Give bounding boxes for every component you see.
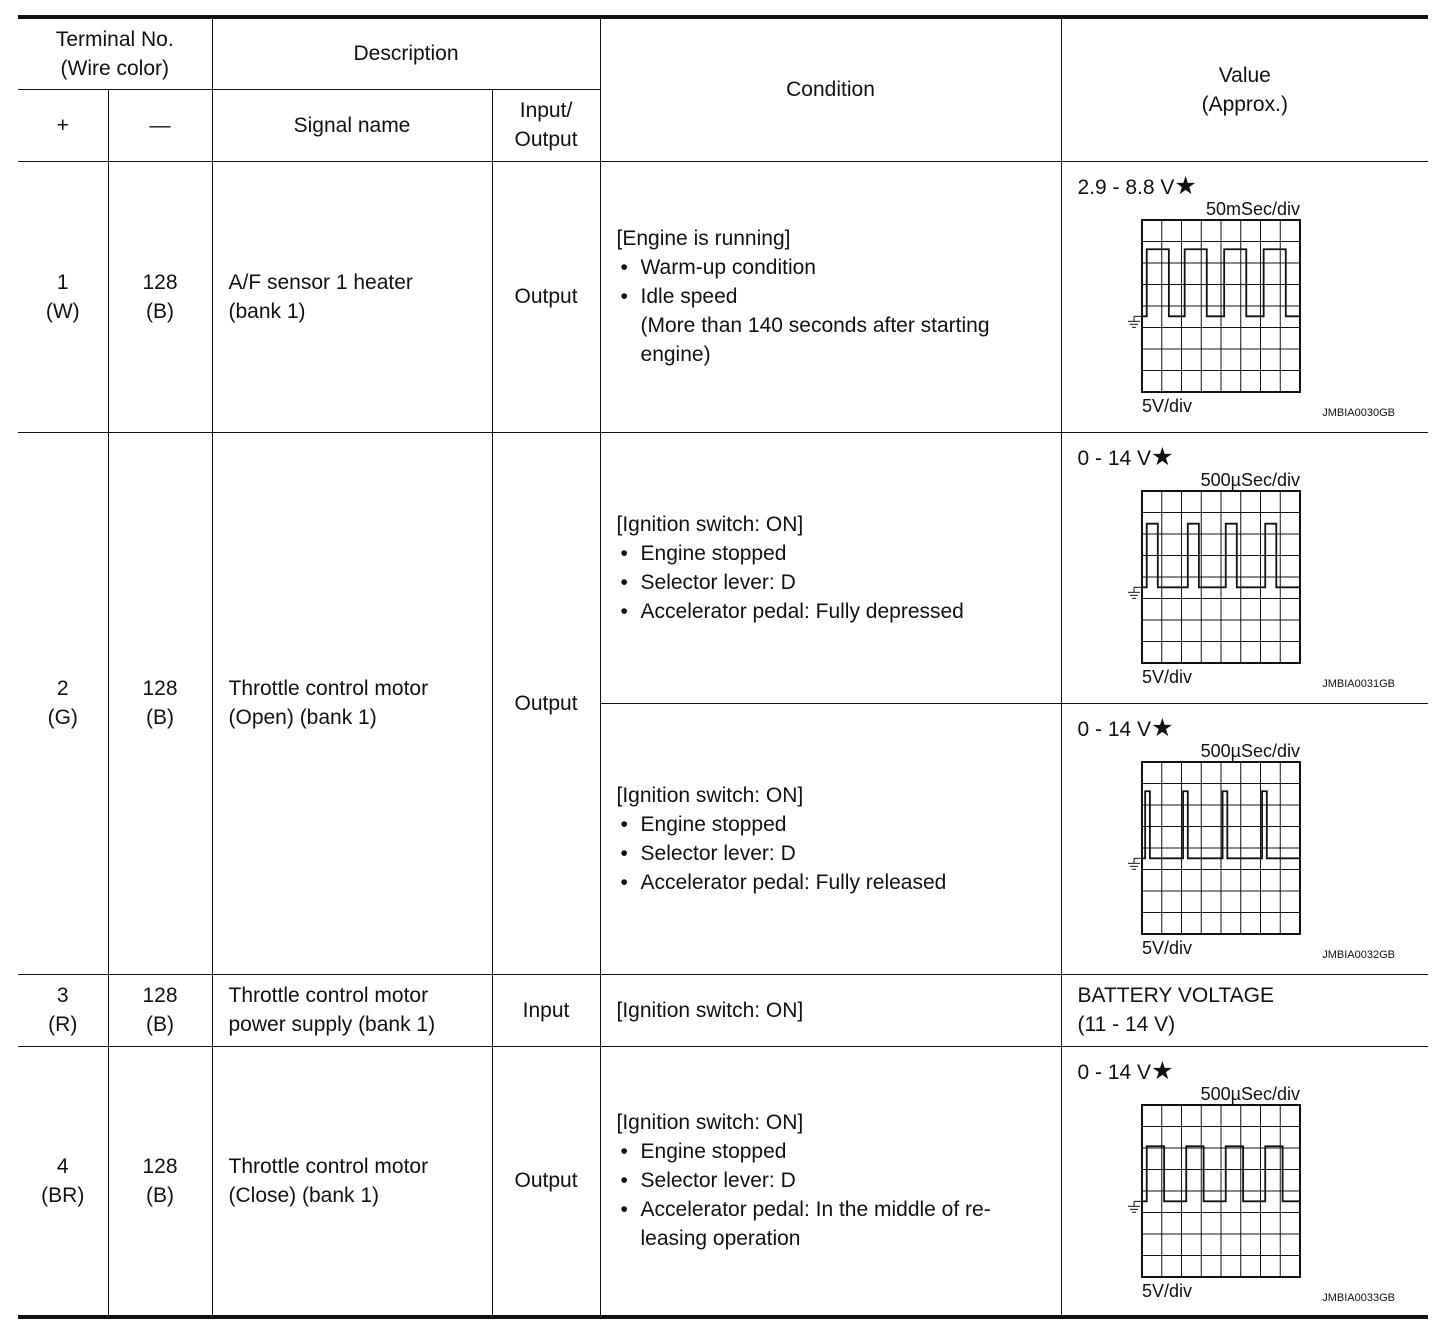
table-row: [18, 161, 1428, 432]
terminal-minus: 128 (B): [108, 974, 212, 1046]
header-value: Value (Approx.): [1061, 17, 1428, 161]
star-icon: ★: [1174, 171, 1197, 200]
header-input-output: Input/ Output: [492, 89, 600, 161]
condition-bullet: • Accelerator pedal: In the middle of re-: [617, 1195, 1061, 1224]
time-division-label: 50mSec/div: [1205, 199, 1300, 219]
table-row: [18, 974, 1428, 1046]
condition-bullet: • Selector lever: D: [617, 1166, 1061, 1195]
figure-code: JMBIA0031GB: [1321, 677, 1395, 689]
condition-bullet: • Idle speed: [617, 282, 1061, 311]
header-description: Description: [212, 17, 600, 89]
time-division-label: 500µSec/div: [1200, 1084, 1300, 1104]
condition: [Ignition switch: ON] • Engine stopped • Selector lever: D • Accelerator pedal: In the middle of re- leasing operation: [600, 1046, 1061, 1317]
value-range: 2.9 - 8.8 V★: [1077, 171, 1197, 200]
oscilloscope-waveform: [1116, 742, 1396, 960]
header-signal-name: Signal name: [212, 89, 492, 161]
value-cell: [1061, 703, 1428, 974]
condition-bullet: • Selector lever: D: [617, 839, 1061, 868]
condition-bullet: • Engine stopped: [617, 1137, 1061, 1166]
figure-code: JMBIA0030GB: [1321, 406, 1395, 418]
voltage-division-label: 5V/div: [1141, 1280, 1192, 1301]
star-icon: ★: [1151, 1056, 1174, 1085]
condition: [Engine is running] • Warm-up condition • Idle speed (More than 140 seconds after starting engine): [600, 161, 1061, 432]
terminal-plus: 3 (R): [18, 974, 108, 1046]
header-terminal-no: Terminal No. (Wire color): [18, 17, 212, 89]
value-range: 0 - 14 V★: [1077, 442, 1174, 471]
terminal-spec-table: [18, 15, 1428, 1319]
ground-icon: [1128, 587, 1142, 598]
terminal-minus: 128 (B): [108, 1046, 212, 1317]
figure-code: JMBIA0032GB: [1321, 948, 1395, 960]
condition: [Ignition switch: ON] • Engine stopped • Selector lever: D • Accelerator pedal: Fully depressed: [600, 432, 1061, 703]
signal-name: A/F sensor 1 heater (bank 1): [212, 161, 492, 432]
signal-name: Throttle control motor (Open) (bank 1): [212, 432, 492, 974]
table-row: [18, 1046, 1428, 1317]
value-cell: [1061, 432, 1428, 703]
condition: [Ignition switch: ON]: [600, 974, 1061, 1046]
ground-icon: [1128, 858, 1142, 869]
terminal-plus: 4 (BR): [18, 1046, 108, 1317]
terminal-minus: 128 (B): [108, 432, 212, 974]
io-type: Output: [492, 1046, 600, 1317]
terminal-plus: 1 (W): [18, 161, 108, 432]
header-minus: —: [108, 89, 212, 161]
oscilloscope-waveform: [1116, 471, 1396, 689]
condition-bullet: • Warm-up condition: [617, 253, 1061, 282]
value-cell: [1061, 161, 1428, 432]
condition-bullet: • Accelerator pedal: Fully depressed: [617, 597, 1061, 626]
io-type: Output: [492, 161, 600, 432]
time-division-label: 500µSec/div: [1200, 741, 1300, 761]
table-row: [18, 432, 1428, 703]
terminal-plus: 2 (G): [18, 432, 108, 974]
oscilloscope-waveform: [1116, 200, 1396, 418]
scope-grid: [1142, 1105, 1300, 1277]
figure-code: JMBIA0033GB: [1321, 1291, 1395, 1303]
oscilloscope-waveform: [1116, 1085, 1396, 1303]
io-type: Output: [492, 432, 600, 974]
voltage-division-label: 5V/div: [1141, 666, 1192, 687]
value-cell: BATTERY VOLTAGE (11 - 14 V): [1061, 974, 1428, 1046]
star-icon: ★: [1151, 442, 1174, 471]
signal-name: Throttle control motor (Close) (bank 1): [212, 1046, 492, 1317]
voltage-division-label: 5V/div: [1141, 937, 1192, 958]
value-cell: [1061, 1046, 1428, 1317]
time-division-label: 500µSec/div: [1200, 470, 1300, 490]
voltage-division-label: 5V/div: [1141, 395, 1192, 416]
condition-bullet: • Selector lever: D: [617, 568, 1061, 597]
scope-grid: [1142, 220, 1300, 392]
signal-name: Throttle control motor power supply (bank 1): [212, 974, 492, 1046]
condition-bullet: • Accelerator pedal: Fully released: [617, 868, 1061, 897]
header-plus: +: [18, 89, 108, 161]
ground-icon: [1128, 1201, 1142, 1212]
condition: [Ignition switch: ON] • Engine stopped • Selector lever: D • Accelerator pedal: Fully released: [600, 703, 1061, 974]
star-icon: ★: [1151, 713, 1174, 742]
header-condition: Condition: [600, 17, 1061, 161]
condition-bullet: • Engine stopped: [617, 539, 1061, 568]
value-range: 0 - 14 V★: [1077, 1056, 1174, 1085]
terminal-minus: 128 (B): [108, 161, 212, 432]
condition-bullet: • Engine stopped: [617, 810, 1061, 839]
ground-icon: [1128, 316, 1142, 327]
value-range: 0 - 14 V★: [1077, 713, 1174, 742]
io-type: Input: [492, 974, 600, 1046]
scope-grid: [1142, 762, 1300, 934]
